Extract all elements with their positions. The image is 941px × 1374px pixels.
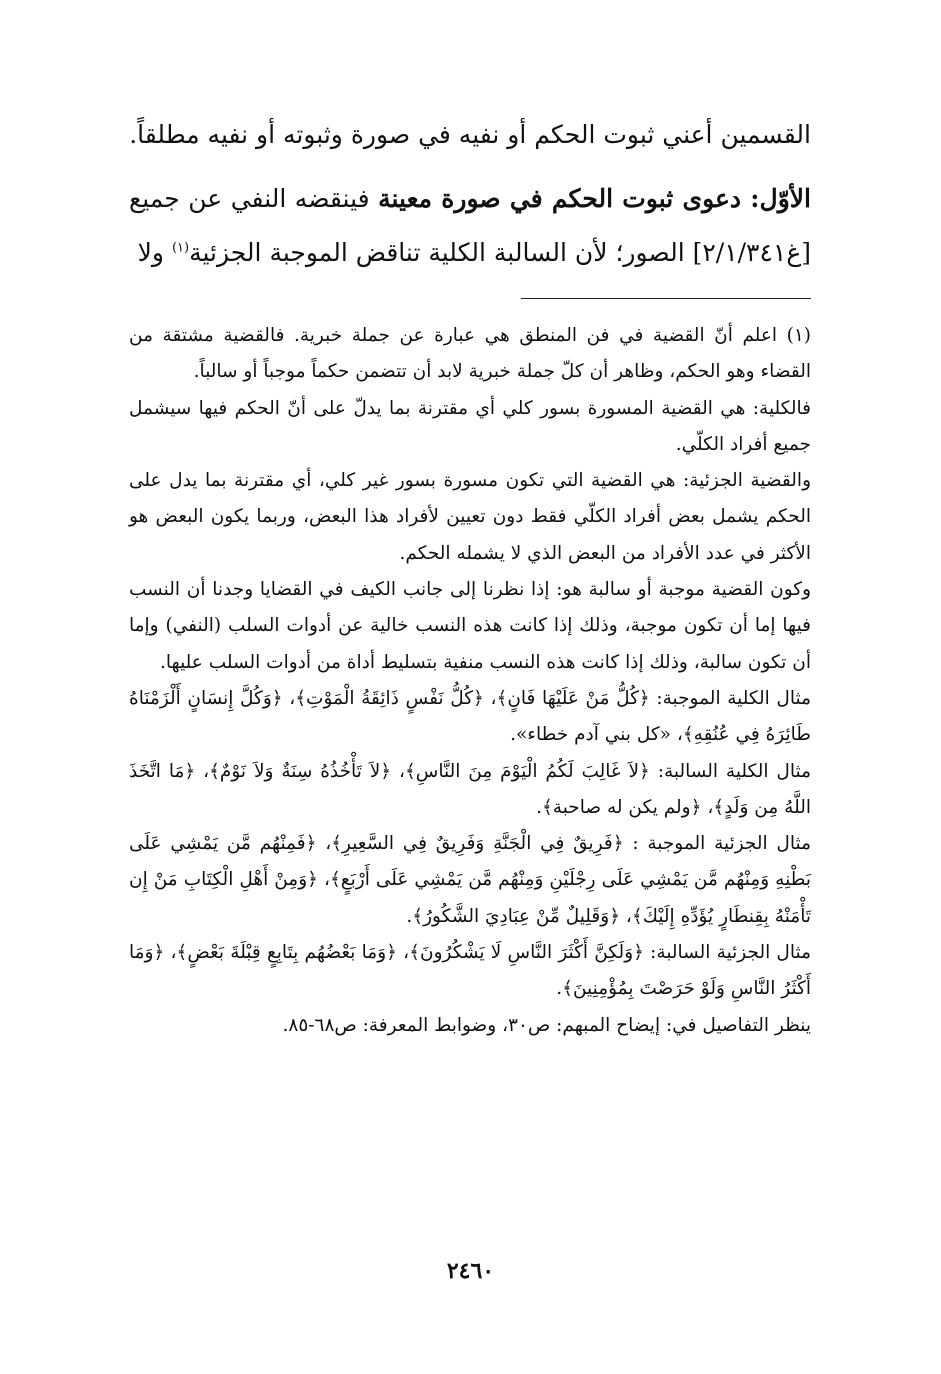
footnotes: [129, 318, 811, 1044]
footnote-reference: (١): [171, 240, 190, 256]
footnote-paragraph-5: مثال الكلية الموجبة: ﴿كُلُّ مَنْ عَلَيْهَا فَانٍ﴾، ﴿كُلُّ نَفْسٍ ذَائِقَةُ الْمَوْتِ﴾، ﴿وَكُلَّ إِنسَانٍ أَلْزَمْنَاهُ طَائِرَهُ فِي عُنُقِهِ﴾، «كل بني آدم خطاء».: [129, 687, 811, 746]
main-paragraph-2-text-a: فينقضه النفي عن جميع [غ٢/١/٣٤١] الصور؛ لأن السالبة الكلية تناقض الموجبة الجزئية: [129, 184, 811, 267]
main-text: [129, 108, 811, 280]
page-number: ٢٤٦٠: [446, 1258, 495, 1284]
footnote-paragraph-7: مثال الجزئية الموجبة : ﴿فَرِيقٌ فِي الْجَنَّةِ وَفَرِيقٌ فِي السَّعِيرِ﴾، ﴿فَمِنْهُم مَّن يَمْشِي عَلَى بَطْنِهِ وَمِنْهُم مَّن يَمْشِي عَلَى رِجْلَيْنِ وَمِنْهُم مَّن يَمْشِي عَلَى أَرْبَعٍ﴾، ﴿وَمِنْ أَهْلِ الْكِتَابِ مَنْ إِن تَأْمَنْهُ بِقِنطَارٍ يُؤَدِّهِ إِلَيْكَ﴾، ﴿وَقَلِيلٌ مِّنْ عِبَادِيَ الشَّكُورُ﴾.: [129, 833, 811, 927]
footnote-paragraph-9: ينظر التفاصيل في: إيضاح المبهم: ص٣٠، وضوابط المعرفة: ص٦٨-٨٥.: [282, 1014, 811, 1036]
main-paragraph-2-text-b: ولا: [137, 238, 172, 267]
footnote-paragraph-1: (١) اعلم أنّ القضية في فن المنطق هي عبارة عن جملة خبرية. فالقضية مشتقة من القضاء وهو الحكم، وظاهر أن كلّ جملة خبرية لابد أن تتضمن حكماً موجباً أو سالباً.: [129, 325, 811, 383]
main-paragraph-1: القسمين أعني ثبوت الحكم أو نفيه في صورة وثبوته أو نفيه مطلقاً.: [129, 120, 811, 149]
main-paragraph-2: [129, 172, 811, 280]
footnote-paragraph-6: مثال الكلية السالبة: ﴿لاَ غَالِبَ لَكُمُ الْيَوْمَ مِنَ النَّاسِ﴾، ﴿لاَ تَأْخُذُهُ سِنَةٌ وَلاَ نَوْمٌ﴾، ﴿مَا اتَّخَذَ اللَّهُ مِن وَلَدٍ﴾، ﴿ولم يكن له صاحبة﴾.: [129, 760, 811, 818]
footnote-paragraph-2: فالكلية: هي القضية المسورة بسور كلي أي مقترنة بما يدلّ على أنّ الحكم فيها سيشمل جميع أفراد الكلّي.: [129, 397, 811, 455]
footnote-paragraph-4: وكون القضية موجبة أو سالبة هو: إذا نظرنا إلى جانب الكيف في القضايا وجدنا أن النسب فيها إما أن تكون موجبة، وذلك إذا كانت هذه النسب خالية عن أدوات السلب (النفي) وإما أن تكون سالبة، وذلك إذا كانت هذه النسب منفية بتسليط أداة من أدوات السلب عليها.: [129, 579, 811, 673]
footnote-paragraph-8: مثال الجزئية السالبة: ﴿وَلَكِنَّ أَكْثَرَ النَّاسِ لَا يَشْكُرُونَ﴾، ﴿وَمَا بَعْضُهُم بِتَابِعٍ قِبْلَةَ بَعْضٍ﴾، ﴿وَمَا أَكْثَرُ النَّاسِ وَلَوْ حَرَصْتَ بِمُؤْمِنِينَ﴾.: [129, 942, 811, 1000]
footnote-paragraph-3: والقضية الجزئية: هي القضية التي تكون مسورة بسور غير كلي، أي مقترنة بما يدل على الحكم يشمل بعض أفراد الكلّي فقط دون تعيين لأفراد هذا البعض، وربما يكون البعض هو الأكثر في عدد الأفراد من البعض الذي لا يشمله الحكم.: [129, 470, 811, 564]
section-lead-bold: الأوّل: دعوى ثبوت الحكم في صورة معينة: [378, 184, 811, 213]
footnote-divider: [521, 298, 811, 299]
